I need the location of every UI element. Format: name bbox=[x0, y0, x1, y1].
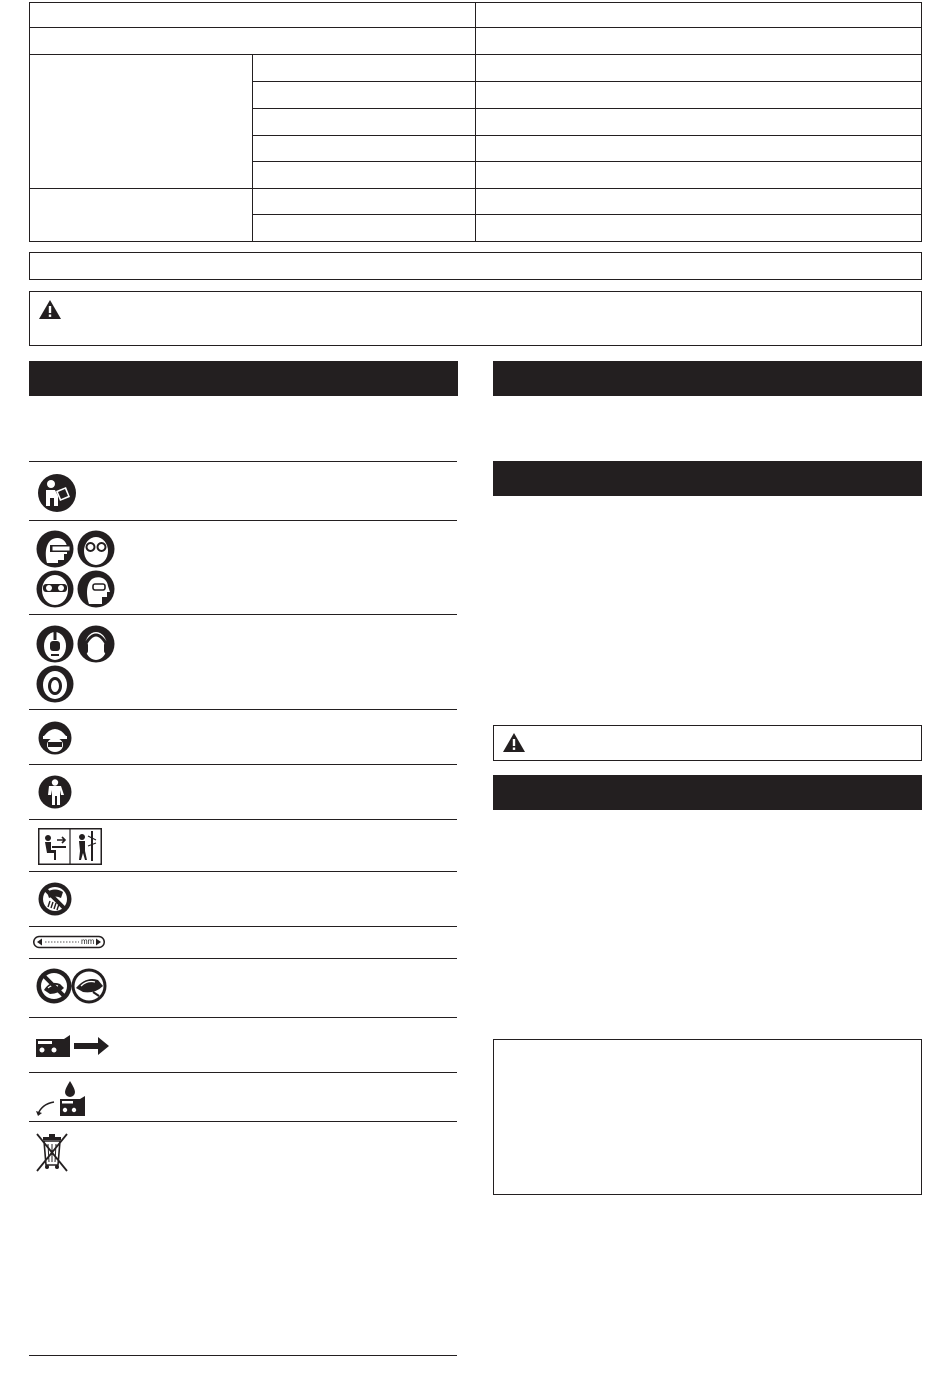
helmet-icon bbox=[38, 721, 72, 755]
symbol-text bbox=[120, 1079, 450, 1119]
spec-row-2-label bbox=[30, 28, 476, 55]
symbol-divider bbox=[29, 1072, 457, 1073]
spec-group-b-sub-1-value bbox=[476, 189, 922, 215]
spec-group-a-sub-5-value bbox=[476, 162, 922, 189]
goggles-icon bbox=[36, 570, 74, 608]
symbol-divider bbox=[29, 819, 457, 820]
spec-group-a-sub-3-value bbox=[476, 109, 922, 136]
spec-row-1-value bbox=[476, 3, 922, 28]
protective-clothing-icon bbox=[38, 775, 72, 809]
symbol-text bbox=[120, 826, 450, 866]
no-rain-icon bbox=[38, 882, 72, 916]
spec-group-a-sub-1-value bbox=[476, 55, 922, 82]
symbol-text bbox=[120, 530, 450, 605]
symbol-text bbox=[120, 967, 450, 1007]
kickback-hand-icon bbox=[71, 968, 107, 1004]
symbol-divider bbox=[29, 926, 457, 927]
symbol-divider bbox=[29, 1121, 457, 1122]
symbol-divider bbox=[29, 1355, 457, 1356]
symbol-divider bbox=[29, 871, 457, 872]
spec-group-a-sub-1-label bbox=[253, 55, 476, 82]
spec-group-b-sub-1-label bbox=[253, 189, 476, 215]
spec-group-a-label bbox=[30, 55, 253, 189]
spec-table bbox=[29, 2, 922, 242]
symbol-divider bbox=[29, 461, 457, 462]
spec-group-a-sub-2-value bbox=[476, 82, 922, 109]
weee-bin-icon bbox=[34, 1131, 70, 1173]
note-box bbox=[29, 252, 922, 280]
right-text-1 bbox=[493, 402, 922, 452]
symbol-text bbox=[120, 470, 450, 510]
symbol-divider bbox=[29, 520, 457, 521]
symbol-divider bbox=[29, 709, 457, 710]
ear-muffs-icon bbox=[77, 625, 115, 663]
spec-group-a-sub-4-value bbox=[476, 136, 922, 162]
symbol-text bbox=[120, 880, 450, 920]
read-manual-icon bbox=[37, 473, 77, 513]
face-shield-icon bbox=[77, 530, 115, 568]
left-intro-text bbox=[29, 402, 458, 452]
symbol-text bbox=[120, 718, 450, 758]
spec-group-a-sub-3-label bbox=[253, 109, 476, 136]
safety-glasses-icon bbox=[77, 570, 115, 608]
right-text-2 bbox=[493, 503, 922, 718]
spec-group-b-label bbox=[30, 189, 253, 242]
spec-group-a-sub-2-label bbox=[253, 82, 476, 109]
symbol-divider bbox=[29, 764, 457, 765]
spec-group-a-sub-5-label bbox=[253, 162, 476, 189]
right-heading-bar-2 bbox=[493, 461, 922, 496]
spec-group-b-sub-2-label bbox=[253, 215, 476, 242]
warning-triangle-icon bbox=[38, 299, 62, 320]
symbol-text bbox=[120, 625, 450, 700]
right-heading-bar-3 bbox=[493, 775, 922, 810]
symbol-divider bbox=[29, 958, 457, 959]
spec-row-1-label bbox=[30, 3, 476, 28]
symbol-divider bbox=[29, 1017, 457, 1018]
right-warning-box bbox=[493, 725, 922, 761]
spec-group-b-sub-2-value bbox=[476, 215, 922, 242]
ear-protection-icon bbox=[36, 625, 74, 663]
symbol-text bbox=[120, 1130, 450, 1345]
warning-triangle-icon bbox=[502, 732, 526, 753]
left-section-heading-bar bbox=[29, 361, 458, 396]
chain-direction-icon bbox=[36, 1034, 110, 1058]
right-info-box bbox=[493, 1039, 922, 1195]
guide-bar-unit: mm bbox=[81, 937, 95, 946]
spec-group-a-sub-4-label bbox=[253, 136, 476, 162]
ear-defender-icon bbox=[36, 665, 74, 703]
eye-protection-icon bbox=[36, 530, 74, 568]
symbol-divider bbox=[29, 614, 457, 615]
symbol-text bbox=[120, 1026, 450, 1066]
no-one-hand-icon bbox=[36, 968, 72, 1004]
workplace-icon bbox=[38, 828, 102, 865]
right-text-3 bbox=[493, 818, 922, 1028]
symbol-text bbox=[120, 773, 450, 813]
chain-oil-icon bbox=[34, 1079, 88, 1117]
spec-row-2-value bbox=[476, 28, 922, 55]
warning-box bbox=[29, 291, 922, 346]
right-heading-bar-1 bbox=[493, 361, 922, 396]
